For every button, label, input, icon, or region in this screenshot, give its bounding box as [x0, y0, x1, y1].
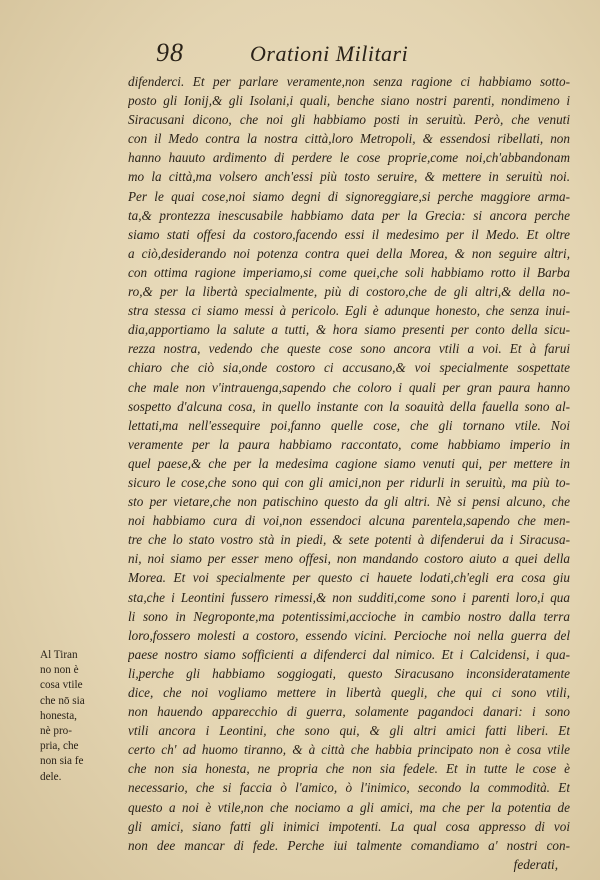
text-line: rezza nostra, vedendo che queste cose sono ancora vtili a voi. Et à farui — [128, 341, 570, 357]
text-line: stra stessa ci siamo messi à pericolo. Egli è adunque honesto, che senza inui- — [128, 303, 570, 319]
margin-note-line: no non è — [40, 664, 79, 677]
text-line: loro,fossero molesti a costoro, essendo vicini. Percioche noi nella guerra del — [128, 627, 570, 643]
text-line: che non sia honesta, ne propria che non sia fedele. Et in tutte le cose è — [128, 761, 570, 777]
body-text — [128, 72, 570, 874]
text-line: che male non v'intrauenga,sapendo che coloro i quali per gran paura hanno — [128, 379, 570, 395]
text-line: sicuro le cose,che sono qui con gli amici,non per ridurli in seruitù, ma più to- — [128, 474, 570, 490]
text-line: gli amici, siano fatti gli inimici impotenti. La qual cosa appresso di voi — [128, 818, 570, 834]
text-line: noi habbiamo cura di voi,non essendoci alcuna parentela,sapendo che men- — [128, 513, 570, 529]
text-line: Morea. Et voi specialmente per questo ci hauete lodati,ch'egli era cosa giu — [128, 570, 570, 586]
text-line: tre che lo stato vostro stà in piedi, & sete potenti à difenderui da i Siracusa- — [128, 532, 570, 548]
margin-note-line: nè pro- — [40, 724, 72, 737]
text-line: difenderci. Et per parlare veramente,non senza ragione ci habbiamo sotto- — [128, 74, 570, 89]
text-line: li,perche gli habbiamo soggiogati, questo Siracusano inconsideratamente — [128, 665, 570, 681]
text-line: vtili ancora i Leontini, che sono qui, & gli altri amici fatti liberi. Et — [128, 723, 570, 739]
text-line: sospetto d'alcuna cosa, in quello instante con la soauità della fauella sono al- — [128, 398, 570, 414]
text-line: a ciò,desiderando noi potenza contra quei della Morea, & non seguire altri, — [128, 245, 570, 261]
text-line: hanno hauuto ardimento di perdere le cose proprie,come noi,ch'abbandonam — [128, 150, 570, 166]
margin-note-line: dele. — [40, 770, 62, 783]
margin-note — [40, 648, 126, 785]
text-line: lettati,ma nell'essequire poi,fanno quelle cose, che gli tornano vtile. Noi — [128, 417, 570, 433]
text-line: Per le quai cose,noi siamo degni di signoreggiare,si perche maggiore arma- — [128, 188, 570, 204]
text-line: posto gli Ionij,& gli Isolani,i quali, benche siano nostri parenti, nondimeno i — [128, 93, 570, 109]
text-line: chiaro che ciò sia,onde costoro ci accusano,& voi specialmente sospettate — [128, 360, 570, 376]
text-line: li sono in Negroponte,ma potentissimi,accioche in cambio nostro dalla terra — [128, 608, 570, 624]
text-line: quel paese,& che per la medesima cagione siamo venuti qui, per mettere in — [128, 455, 570, 471]
text-line: non dee mancar di fede. Perche iui talmente comandiamo a' nostri con- — [128, 837, 570, 853]
text-line: non hauendo apparecchio di guerra, solamente pagandoci danari: i sono — [128, 704, 570, 720]
text-line: ni, noi siamo per esser meno offesi, non mandando costoro aiuto a quei della — [128, 551, 570, 567]
text-line: veramente per la paura habbiamo raccontato, come habbiamo imperio in — [128, 436, 570, 452]
page-header — [0, 38, 600, 68]
text-line: ro,& per la libertà specialmente, più di costoro,che de gli altri,& della no- — [128, 284, 570, 300]
text-line: dia,apportiamo la salute a tutti, & hora siamo presenti per conto della sicu- — [128, 322, 570, 338]
margin-note-line: Al Tiran — [40, 649, 78, 661]
text-line: siamo stati offesi da costoro,facendo essi il medesimo per il Medo. Et oltre — [128, 226, 570, 242]
text-line: Siracusani dicono, che noi gli habbiamo posti in seruitù. Però, che venuti — [128, 112, 570, 128]
text-line: dice, che noi vogliamo mettere in libertà quegli, che qui ci sono vtili, — [128, 685, 570, 700]
text-line: certo ch' ad huomo tiranno, & à città che habbia principato non è cosa vtile — [128, 742, 570, 758]
text-line: con il Medo contra la nostra città,loro Metropoli, & essendosi ribellati, non — [128, 131, 570, 147]
text-line: necessario, che si faccia ò l'amico, ò l'inimico, secondo la commodità. Et — [128, 780, 570, 796]
text-line: sta,che i Leontini fussero rimessi,& non sudditi,come sono i parenti loro,i qua — [128, 589, 570, 605]
margin-note-line: pria, che — [40, 740, 79, 753]
margin-note-line: che nō sia — [40, 694, 85, 707]
text-line: questo a noi è vtile,non che nociamo a gli amici, ma che per la potentia de — [128, 799, 570, 815]
running-title: Orationi Militari — [250, 41, 409, 66]
margin-note-line: non sia fe — [40, 755, 84, 768]
margin-note-line: honesta, — [40, 709, 77, 722]
text-line: con ottima ragione imperiamo,si come quei,che soli habbiamo rotto il Barba — [128, 264, 570, 280]
text-line: ta,& prontezza inescusabile habbiamo data per la Grecia: si ancora perche — [128, 207, 570, 223]
text-line: paese nostro siamo sofficienti a difenderci dal nimico. Et i Calcidensi, i qua- — [128, 646, 570, 662]
text-line: mo la città,ma volsero anch'essi più tosto seruire, & mettere in seruitù noi. — [128, 169, 570, 185]
text-line: federati, — [513, 856, 558, 872]
text-line: sto per vietare,che non patischino questo da gli altri. Nè si pensi alcuno, che — [128, 494, 570, 510]
page-number: 98 — [156, 38, 184, 67]
margin-note-line: cosa vtile — [40, 679, 83, 692]
